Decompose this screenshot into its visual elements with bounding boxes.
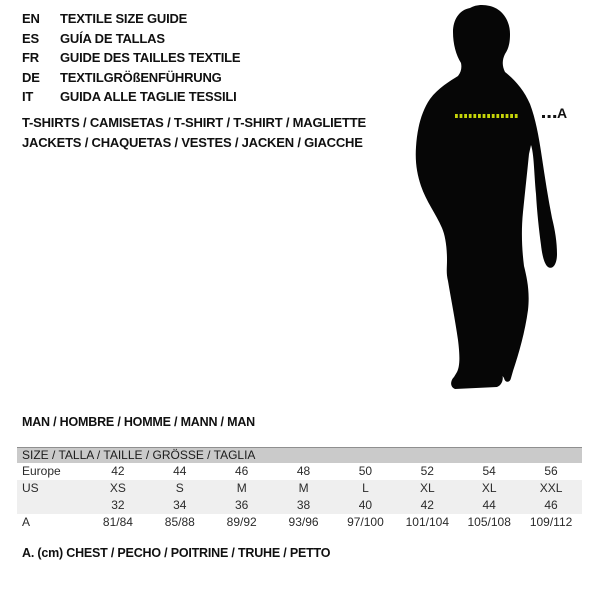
table-cell: 44 xyxy=(173,464,187,478)
language-code: IT xyxy=(22,89,34,105)
table-cell: 89/92 xyxy=(226,515,257,529)
row-label: A xyxy=(22,515,31,529)
table-cell: 52 xyxy=(420,464,434,478)
table-cell: L xyxy=(362,481,369,495)
row-label xyxy=(17,497,87,514)
table-cell: 36 xyxy=(235,498,249,512)
measure-label-a: A xyxy=(557,105,568,121)
table-cell: 50 xyxy=(358,464,373,478)
table-cell: M xyxy=(236,481,247,495)
table-cell: 56 xyxy=(544,464,558,478)
table-cell: 44 xyxy=(482,498,496,512)
table-row-us-letters xyxy=(17,480,582,497)
table-cell: 85/88 xyxy=(164,515,195,529)
table-cell: S xyxy=(175,481,184,495)
size-table-header: SIZE / TALLA / TAILLE / GRÖSSE / TAGLIA xyxy=(17,447,582,463)
table-cell: 54 xyxy=(482,464,496,478)
language-list xyxy=(22,9,240,107)
table-cell: 105/108 xyxy=(467,515,511,529)
table-cell: 40 xyxy=(358,498,373,512)
table-cell: 46 xyxy=(544,498,558,512)
language-row-de xyxy=(22,68,240,88)
table-cell: XL xyxy=(481,481,497,495)
language-code: FR xyxy=(22,50,39,66)
table-cell: 101/104 xyxy=(405,515,449,529)
section-title-man: MAN / HOMBRE / HOMME / MANN / MAN xyxy=(22,415,255,429)
table-cell: XXL xyxy=(539,481,563,495)
language-title: TEXTILGRÖßENFÜHRUNG xyxy=(60,69,222,85)
table-cell: 42 xyxy=(420,498,434,512)
table-cell: 38 xyxy=(296,498,311,512)
category-jackets: JACKETS / CHAQUETAS / VESTES / JACKEN / GIACCHE xyxy=(22,135,363,150)
language-title: TEXTILE SIZE GUIDE xyxy=(60,11,188,27)
size-table xyxy=(17,447,582,531)
row-label: US xyxy=(22,481,39,495)
table-cell: 48 xyxy=(296,464,311,478)
table-cell: 81/84 xyxy=(102,515,133,529)
language-code: EN xyxy=(22,11,40,27)
table-cell: XL xyxy=(419,481,435,495)
language-row-fr xyxy=(22,48,240,68)
table-row-chest-cm xyxy=(17,514,582,531)
language-row-en xyxy=(22,9,240,29)
language-row-es xyxy=(22,29,240,49)
table-row-europe xyxy=(17,463,582,480)
table-cell: 97/100 xyxy=(347,515,384,529)
table-row-us-numbers xyxy=(17,497,582,514)
measurement-footnote: A. (cm) CHEST / PECHO / POITRINE / TRUHE / PETTO xyxy=(22,546,331,560)
table-cell: M xyxy=(298,481,309,495)
category-tshirts: T-SHIRTS / CAMISETAS / T-SHIRT / T-SHIRT / MAGLIETTE xyxy=(22,115,366,130)
table-cell: XS xyxy=(109,481,126,495)
language-title: GUIDE DES TAILLES TEXTILE xyxy=(60,50,241,66)
language-title: GUIDA ALLE TAGLIE TESSILI xyxy=(60,89,237,105)
table-cell: 42 xyxy=(111,464,125,478)
language-code: ES xyxy=(22,30,39,46)
man-silhouette xyxy=(410,2,580,397)
table-cell: 46 xyxy=(235,464,249,478)
table-cell: 109/112 xyxy=(529,515,573,529)
language-title: GUÍA DE TALLAS xyxy=(60,30,165,46)
table-cell: 93/96 xyxy=(288,515,319,529)
table-cell: 34 xyxy=(173,498,187,512)
garment-categories xyxy=(22,113,366,153)
table-cell: 32 xyxy=(111,498,125,512)
man-silhouette-shape xyxy=(416,5,557,389)
row-label: Europe xyxy=(22,464,61,478)
language-row-it xyxy=(22,87,240,107)
language-code: DE xyxy=(22,69,40,85)
